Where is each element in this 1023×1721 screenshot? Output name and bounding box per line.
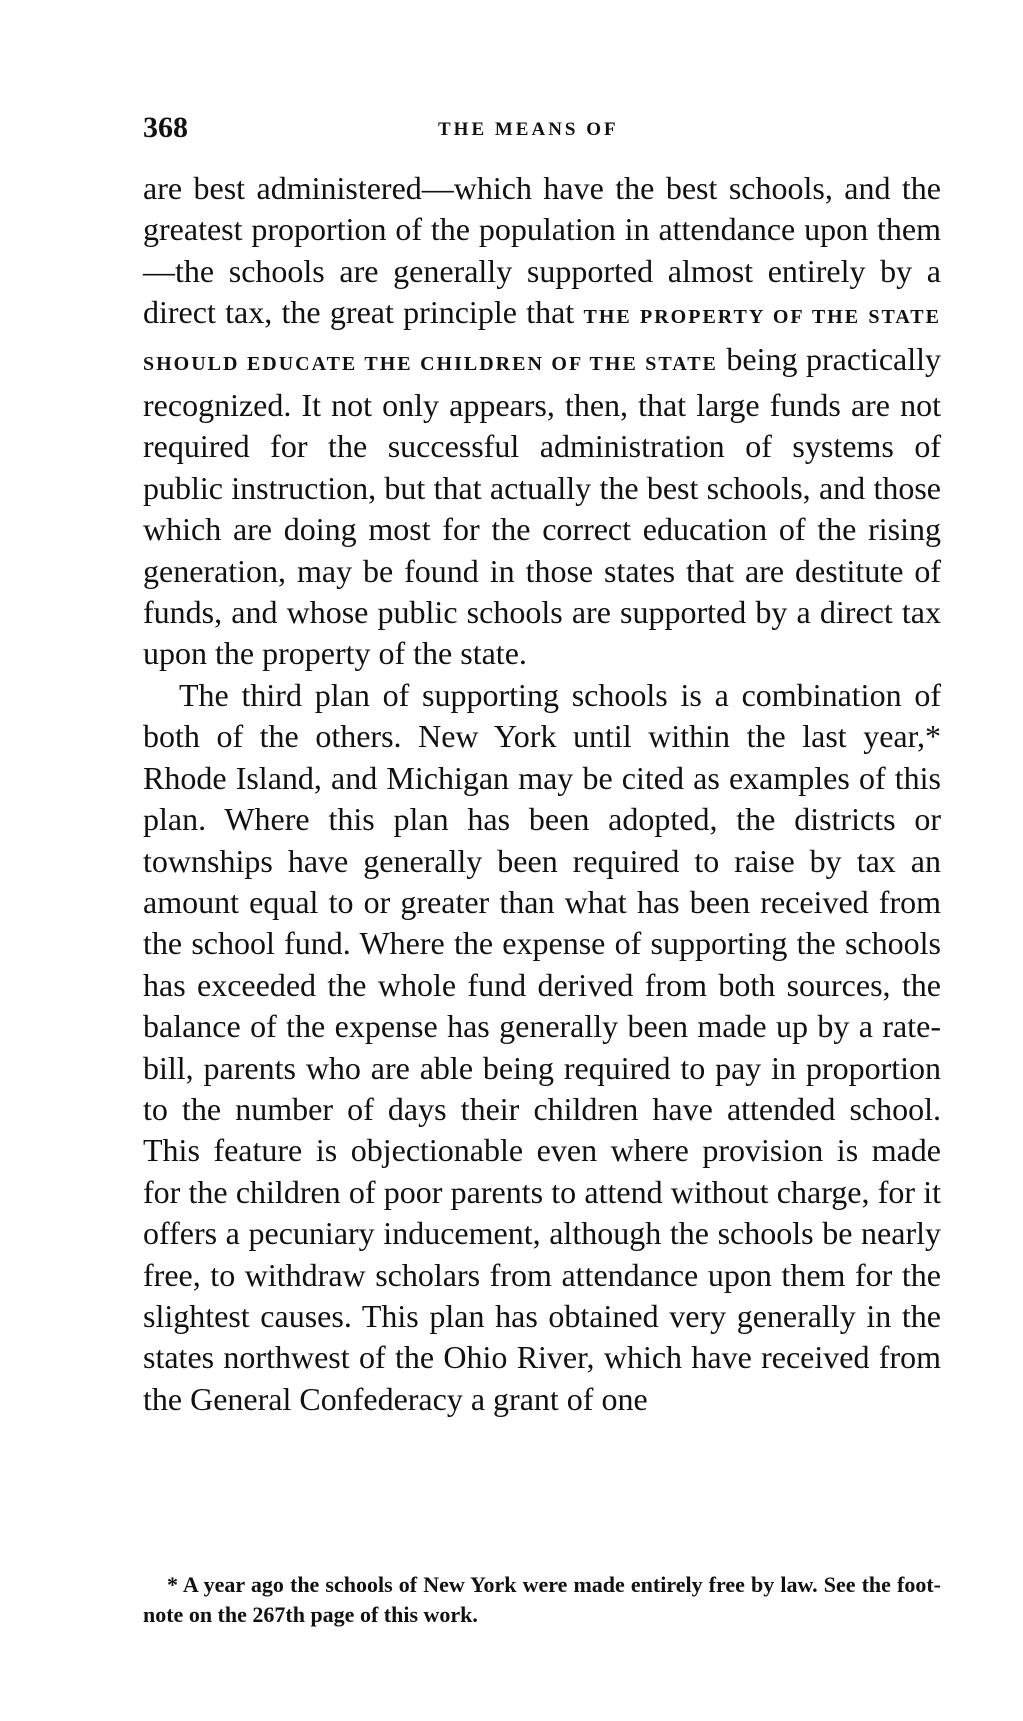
paragraph-1	[143, 168, 941, 675]
running-head: THE MEANS OF	[438, 119, 619, 140]
main-text	[143, 168, 941, 1420]
page-number: 368	[143, 111, 188, 144]
footnote	[143, 1570, 941, 1630]
small-caps-phrase: THE PROPERTY OF THE STATE SHOULD EDUCATE THE CHILDREN OF THE STATE	[143, 306, 941, 375]
page-header	[143, 108, 943, 148]
paragraph-2: The third plan of supporting schools is a combination of both of the others. New York until within the last year,* Rhode Island, and Michigan may be cited as examples of this plan. Where this plan has been adopted, the districts or townships have generally been required to raise by tax an amount equal to or greater than what has been received from the school fund. Where the expense of supporting the schools has exceeded the whole fund derived from both sources, the balance of the expense has generally been made up by a rate-bill, parents who are able being required to pay in proportion to the number of days their children have attended school. This feature is objectionable even where provision is made for the children of poor parents to attend without charge, for it offers a pecuniary inducement, although the schools be nearly free, to withdraw scholars from attendance upon them for the slightest causes. This plan has obtained very generally in the states northwest of the Ohio River, which have received from the General Confederacy a grant of one	[143, 676, 941, 1417]
footnote-text: * A year ago the schools of New York were made entirely free by law. See the foot-note on the 267th page of this work.	[143, 1572, 941, 1627]
paragraph-1-text-b: being practically recognized. It not only appears, then, that large funds are not required for the successful administration of systems of public instruction, but that actually the best schools, and those which are doing most for the correct education of the rising generation, may be found in those states that are destitute of funds, and whose public schools are supported by a direct tax upon the property of the state.	[143, 340, 942, 672]
paragraph-1-text-a: are best administered—which have the best schools, and the greatest proportion of the population in attendance upon them—the schools are generally supported almost entirely by a direct tax, the great principle that	[143, 170, 941, 331]
